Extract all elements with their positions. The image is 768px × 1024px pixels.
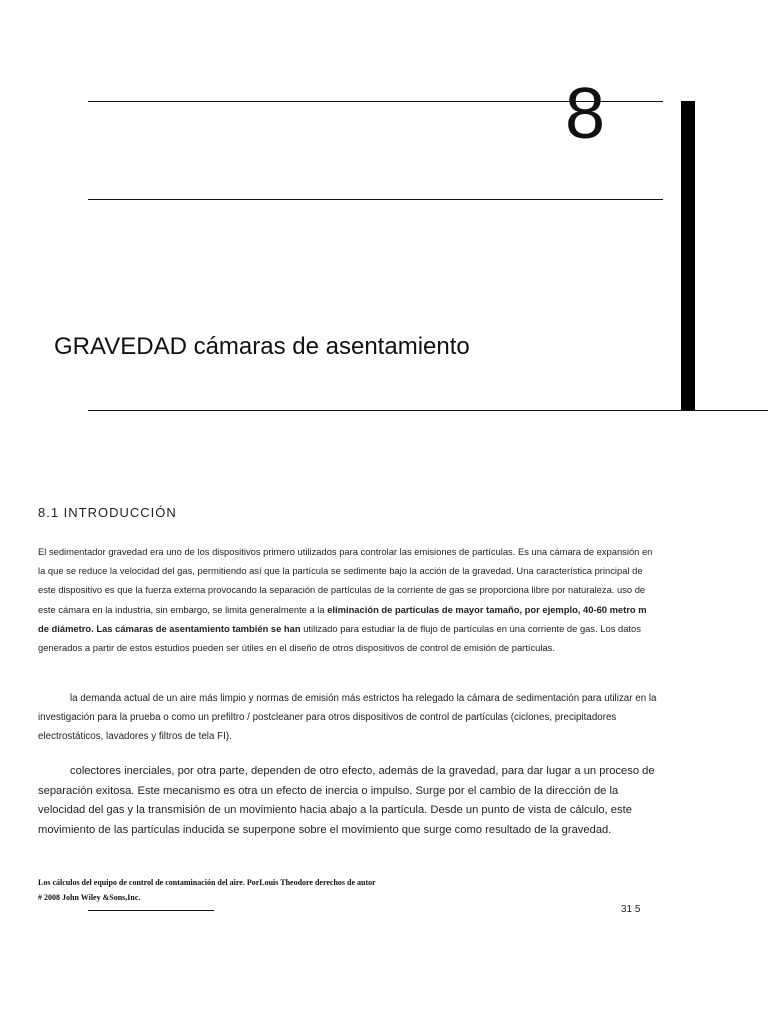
section-heading: 8.1 INTRODUCCIÓN (38, 505, 177, 520)
footer-rule (88, 910, 214, 911)
chapter-number: 8 (565, 74, 606, 154)
chapter-title: GRAVEDAD cámaras de asentamiento (54, 333, 470, 360)
paragraph-current-demand (38, 689, 658, 746)
paragraph-introduction-part-a: El sedimentador gravedad era uno de los dispositivos primero utilizados para controlar las emisiones de partículas. Es una cámara de expansión en la que se reduce la velocidad del gas, permitiendo así que la partícula se sedimente bajo la acción de la gravedad. Una característica principal de este dispositivo es que la fuerza externa provocando la separación de partículas de la corriente de gas se proporciona libre por naturaleza. uso de este cámara en la industria, sin embargo, se limita generalmente a la (38, 546, 653, 615)
title-underline-rule (88, 410, 768, 411)
paragraph-inertial-collectors (38, 762, 658, 840)
footer-copyright: # 2008 John Wiley &Sons,Inc. (38, 893, 141, 902)
middle-rule (88, 199, 663, 200)
page-number: 31 5 (621, 904, 641, 915)
footer-citation: Los cálculos del equipo de control de contaminación del aire. PorLouis Theodore derechos de autor (38, 878, 376, 887)
chapter-side-bar (681, 101, 695, 411)
paragraph-introduction-part-b: utilizado para estudiar la de flujo de partículas en una corriente de gas. Los datos generados a partir de estos estudios pueden ser útiles en el diseño de otros dispositivos de control de emisión de partículas. (38, 622, 641, 654)
paragraph-introduction-bold: eliminación de partículas de mayor tamaño, por ejemplo, 40-60 metro m de diámetro. Las cámaras de asentamiento también se han (38, 603, 647, 634)
paragraph-inertial-collectors-text: colectores inerciales, por otra parte, dependen de otro efecto, además de la gravedad, para dar lugar a un proceso de separación exitosa. Este mecanismo es otra un efecto de inercia o impulso. Surge por el cambio de la dirección de la velocidad del gas y la transmisión de un movimiento hacia abajo a la partícula. Desde un punto de vista de cálculo, este movimiento de las partículas inducida se superpone sobre el movimiento que surge como resultado de la gravedad. (38, 765, 655, 836)
paragraph-introduction (38, 542, 658, 657)
paragraph-current-demand-text: la demanda actual de un aire más limpio y normas de emisión más estrictos ha relegado la cámara de sedimentación para utilizar en la investigación para la prueba o como un prefiltro / postcleaner para otros dispositivos de control de partículas (ciclones, precipitadores electrostáticos, lavadores y filtros de tela FI). (38, 693, 657, 742)
